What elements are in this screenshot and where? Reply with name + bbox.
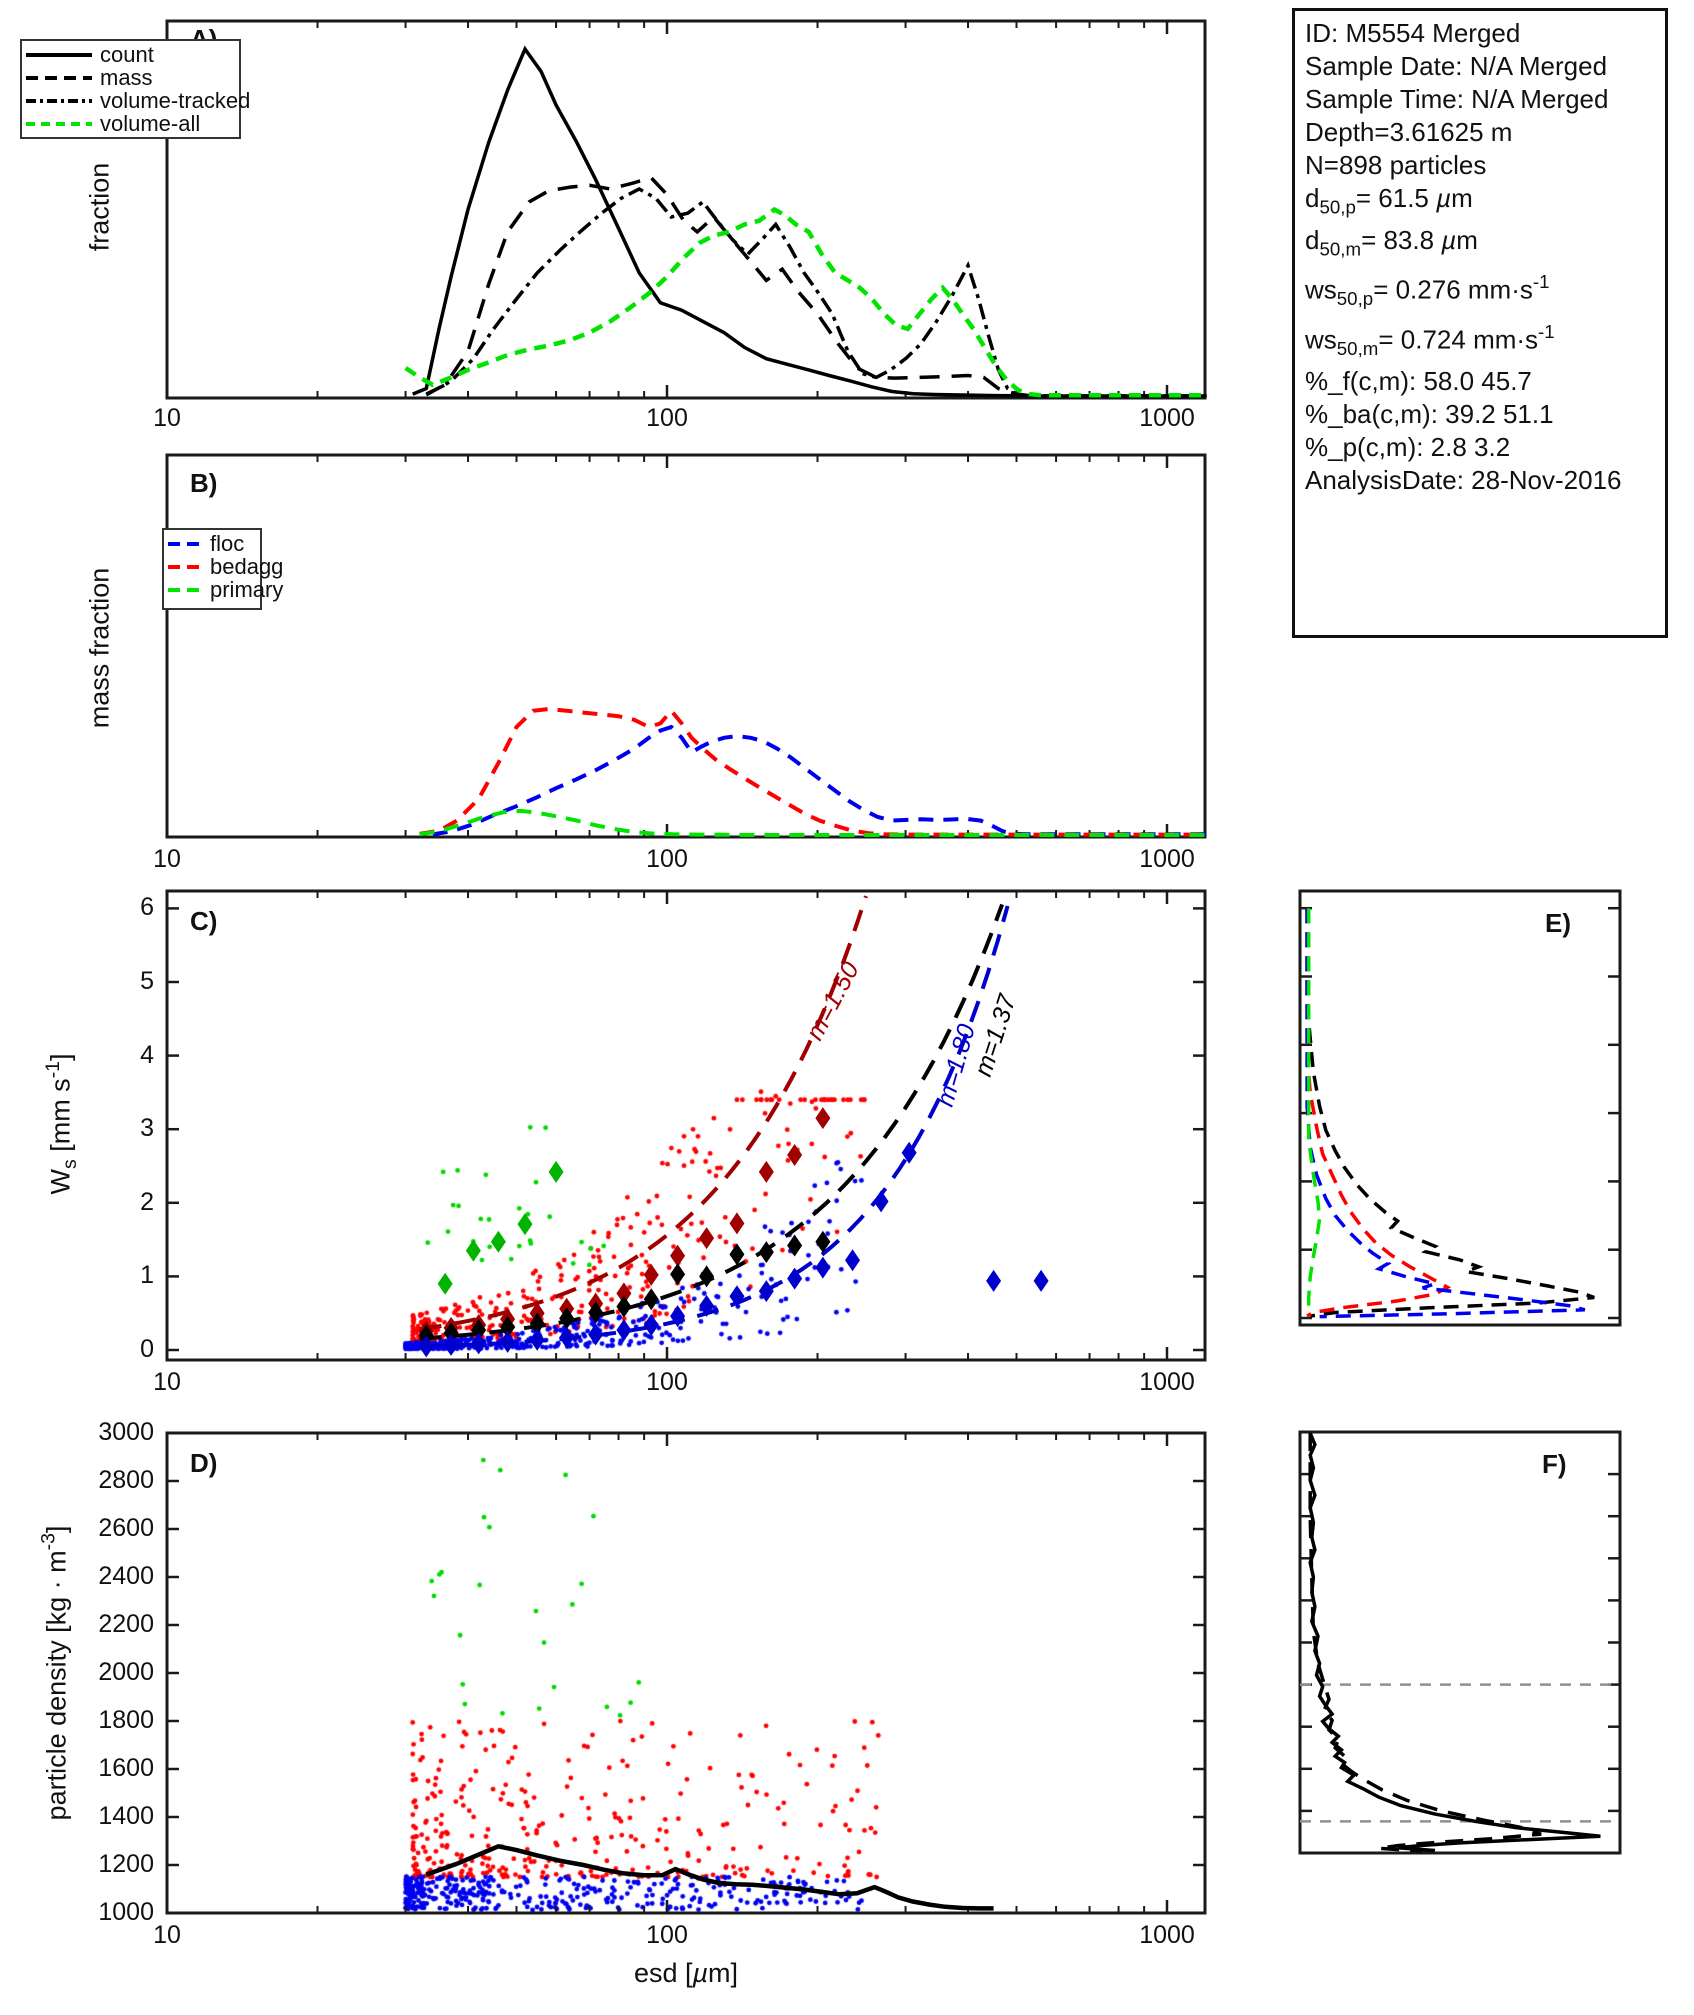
y-tick-label: 2200 (98, 1610, 154, 1638)
y-tick-label: 2600 (98, 1514, 154, 1542)
y-tick-label: 2 (140, 1187, 154, 1216)
info-box (1292, 8, 1668, 638)
text-segment: AnalysisDate: 28-Nov-2016 (1305, 464, 1622, 495)
x-tick-label: 10 (153, 1921, 181, 1949)
y-tick-label: 3000 (98, 1418, 154, 1446)
legend-label: bedagg (210, 553, 284, 579)
info-line (1305, 431, 1655, 464)
panel-b-axes (167, 455, 1205, 837)
text-segment: d (1305, 224, 1320, 255)
floc-fit (420, 906, 1008, 1347)
legend-line-sample (22, 73, 96, 83)
series-count (413, 49, 1207, 396)
info-line (1305, 182, 1655, 224)
y-tick-label: 0 (140, 1335, 154, 1363)
panel-d-ylabel (38, 1526, 73, 1821)
text-segment: = 0.276 mm·s (1373, 274, 1533, 305)
fit-label-tracked-fit: m=1.37 (969, 991, 1022, 1080)
floc-ws-dist (1307, 908, 1585, 1316)
info-line (1305, 265, 1655, 315)
info-line (1305, 83, 1655, 116)
legend-line-sample (164, 562, 206, 572)
info-line (1305, 315, 1655, 365)
y-tick-label: 1 (140, 1261, 154, 1290)
x-tick-label: 10 (153, 845, 181, 873)
legend-panel-b (162, 528, 284, 610)
text-segment: N=898 particles (1305, 150, 1487, 180)
x-tick-label: 100 (646, 1368, 688, 1396)
y-tick-label: 2800 (98, 1466, 154, 1494)
median-density (426, 1846, 993, 1908)
x-tick-label: 100 (646, 845, 688, 873)
text-segment: -1 (41, 1061, 64, 1079)
text-segment: Sample Date: N/A Merged (1305, 51, 1608, 81)
text-segment: µ (1436, 183, 1452, 213)
text-segment: ] (45, 1053, 76, 1062)
panel-b-letter: B) (190, 468, 218, 498)
legend-item-count (22, 43, 239, 66)
text-segment: m (1456, 224, 1478, 255)
info-line (1305, 149, 1655, 182)
info-line (1305, 464, 1655, 497)
panel-f-axes (1300, 1432, 1620, 1853)
y-tick-label: 6 (140, 893, 154, 922)
text-segment: m] (708, 1958, 739, 1988)
text-segment: %_ba(c,m): 39.2 51.1 (1305, 398, 1554, 429)
text-segment: -3 (37, 1533, 60, 1551)
tracked-ws-dist (1307, 908, 1594, 1316)
series-mass (426, 178, 1206, 396)
legend-label: volume-tracked (100, 87, 251, 113)
text-segment: m (1451, 183, 1473, 213)
y-tick-label: 1600 (98, 1754, 154, 1782)
panel-d-letter: D) (190, 1448, 218, 1478)
panel-b-ylabel: mass fraction (84, 567, 115, 729)
text-segment: 50,m (1336, 337, 1379, 359)
legend-item-primary (164, 576, 284, 602)
legend-item-floc (164, 532, 260, 555)
legend-label: volume-all (100, 110, 201, 136)
x-tick-label: 10 (153, 404, 181, 432)
text-segment: Sample Time: N/A Merged (1305, 84, 1609, 114)
text-segment: ws (1305, 324, 1337, 355)
info-line (1305, 398, 1655, 431)
panel-c-ylabel (42, 1053, 82, 1194)
x-tick-label: 1000 (1139, 1368, 1195, 1396)
text-segment: %_f(c,m): 58.0 45.7 (1305, 365, 1532, 396)
text-segment: 50,p (1336, 287, 1374, 309)
text-segment: = 0.724 mm·s (1378, 324, 1539, 355)
text-segment: 50,p (1319, 196, 1356, 218)
text-segment: 50,m (1319, 238, 1362, 260)
text-segment: ID: M5554 Merged (1305, 18, 1521, 48)
info-line (1305, 116, 1655, 149)
panel-f-letter: F) (1542, 1449, 1567, 1479)
series-volume-tracked (426, 189, 1206, 396)
text-segment: d (1305, 183, 1320, 213)
x-tick-label: 1000 (1139, 404, 1195, 432)
panel-c-axes (167, 891, 1205, 1360)
diamonds-primary-bins (438, 1161, 564, 1295)
legend-label: floc (210, 530, 245, 556)
fit-label-bedagg-fit: m=1.50 (800, 957, 865, 1045)
y-tick-label: 5 (140, 967, 154, 995)
text-segment: [mm s (45, 1078, 76, 1160)
legend-panel-a (20, 39, 251, 139)
panel-d-axes (167, 1433, 1205, 1913)
density-dist-dashed (1310, 1433, 1541, 1851)
info-line (1305, 17, 1655, 50)
series-floc (433, 727, 1207, 834)
fit-label-floc-fit: m=1.80 (930, 1021, 981, 1110)
text-segment: = 83.8 (1361, 224, 1442, 255)
legend-line-sample (164, 539, 206, 549)
x-tick-label: 1000 (1139, 845, 1195, 873)
x-tick-label: 100 (646, 1921, 688, 1949)
bedagg-fit (420, 896, 866, 1329)
text-segment: µ (692, 1958, 709, 1988)
text-segment: = 61.5 (1355, 183, 1437, 213)
panel-a-ylabel: fraction (84, 162, 115, 252)
text-segment: W (45, 1169, 76, 1195)
legend-item-volume-all (22, 112, 239, 135)
legend-item-volume-tracked (22, 87, 251, 113)
legend-line-sample (164, 585, 206, 595)
legend-line-sample (22, 119, 96, 129)
text-segment: µ (1441, 224, 1457, 255)
panel-c-letter: C) (190, 906, 218, 936)
y-tick-label: 2400 (98, 1562, 154, 1590)
x-tick-label: 100 (646, 404, 688, 432)
info-line (1305, 224, 1655, 266)
text-segment: -1 (1532, 271, 1550, 293)
text-segment: %_p(c,m): 2.8 3.2 (1305, 431, 1511, 462)
text-segment: Depth=3.61625 m (1305, 117, 1513, 147)
y-tick-label: 1200 (98, 1850, 154, 1878)
x-tick-label: 1000 (1139, 1921, 1195, 1949)
y-tick-label: 2000 (98, 1658, 154, 1686)
legend-label: count (100, 41, 154, 67)
y-tick-label: 1800 (98, 1706, 154, 1734)
text-segment: ws (1305, 274, 1337, 305)
y-tick-label: 1000 (98, 1898, 154, 1926)
info-line (1305, 365, 1655, 398)
text-segment: ] (41, 1525, 72, 1534)
legend-label: primary (210, 576, 284, 602)
text-segment: particle density [kg · m (41, 1550, 72, 1821)
y-tick-label: 3 (140, 1114, 154, 1143)
y-tick-label: 4 (140, 1040, 154, 1069)
panel-a-axes (167, 21, 1205, 398)
y-tick-label: 1400 (98, 1802, 154, 1830)
text-segment: esd [ (633, 1958, 693, 1988)
text-segment: -1 (1538, 320, 1555, 342)
x-tick-label: 10 (153, 1368, 181, 1396)
legend-line-sample (22, 50, 96, 60)
info-line (1305, 50, 1655, 83)
text-segment: s (59, 1159, 82, 1170)
density-dist-solid (1310, 1433, 1600, 1850)
x-axis-title (634, 1958, 738, 1989)
legend-line-sample (22, 96, 96, 106)
legend-label: mass (100, 64, 153, 90)
legend-item-mass (22, 66, 239, 89)
legend-item-bedagg (164, 553, 284, 579)
panel-e-letter: E) (1545, 908, 1571, 938)
